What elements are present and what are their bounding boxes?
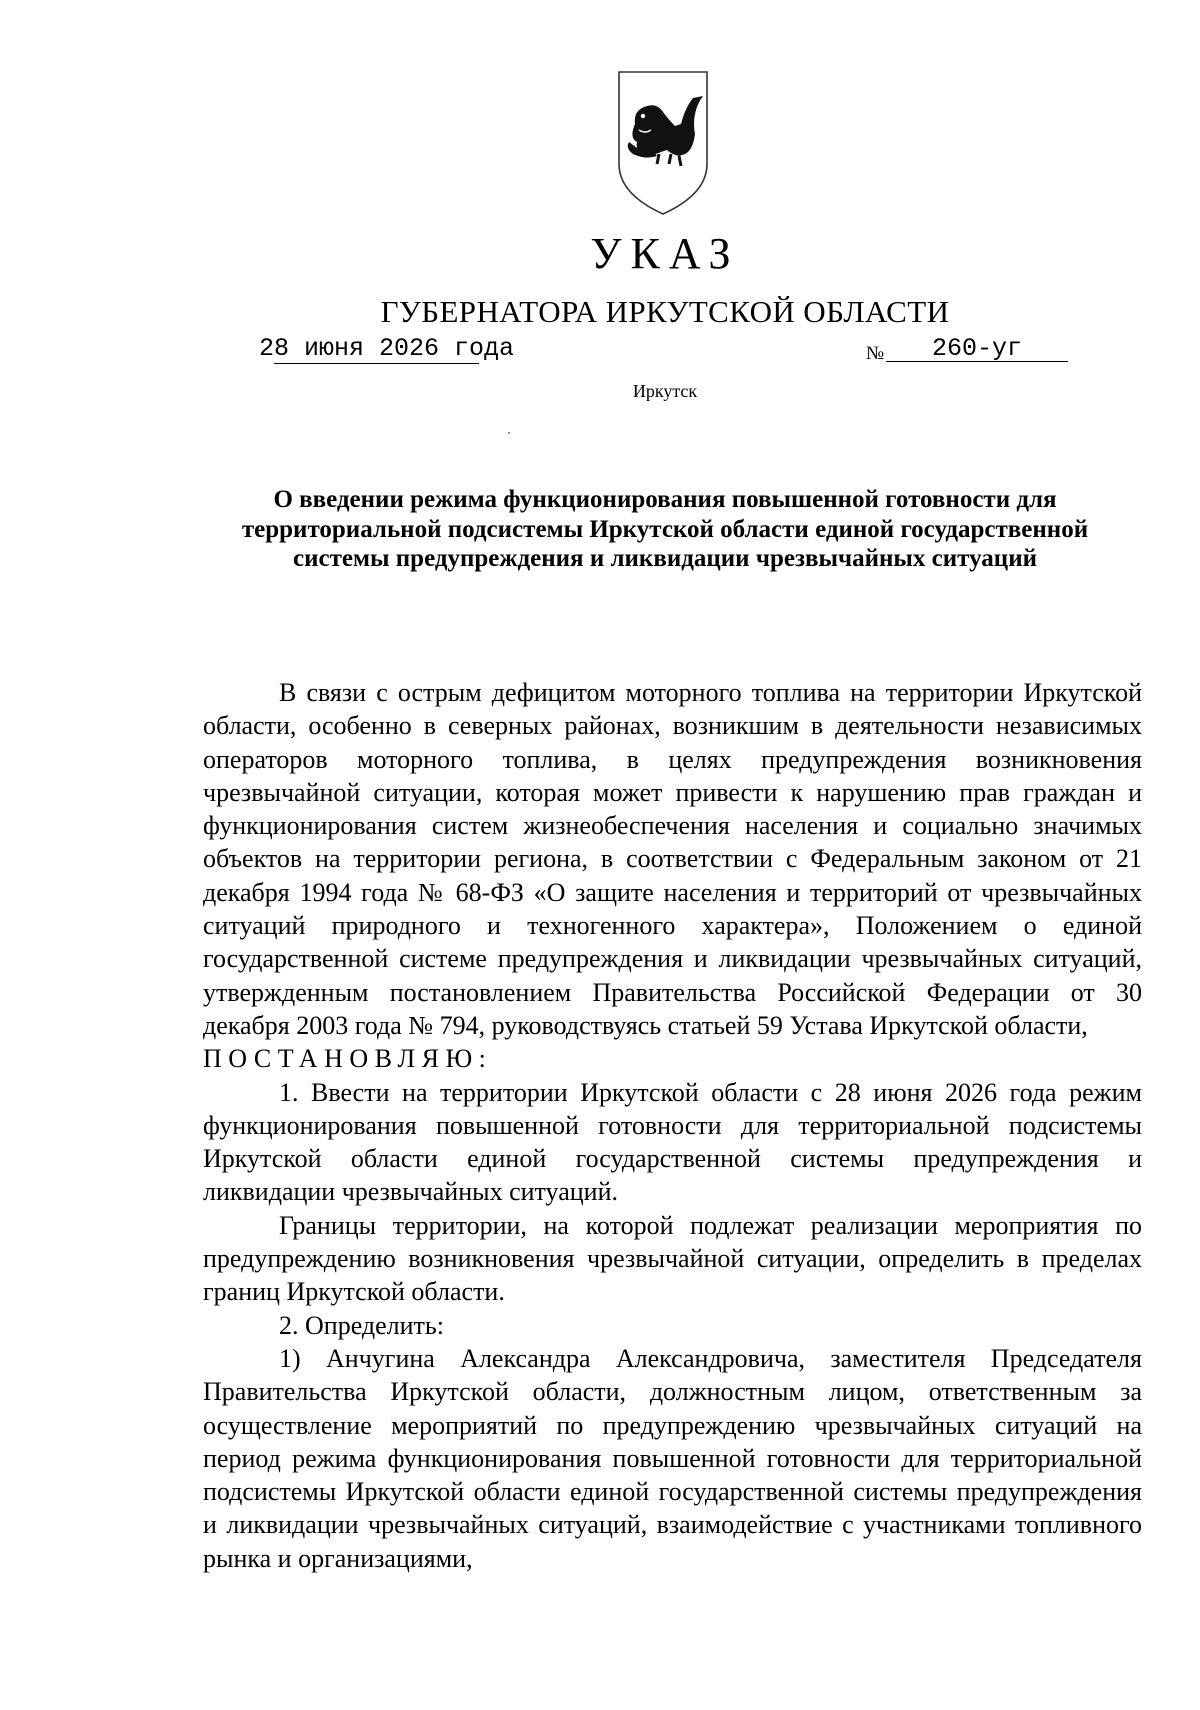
decree-word: ПОСТАНОВЛЯЮ: bbox=[203, 1044, 493, 1074]
item-1-borders-paragraph: Границы территории, на которой подлежат реализации мероприятия по предупреждению возникновения чрезвычайной ситуации, определить в пределах границ Иркутской области. bbox=[203, 1210, 1142, 1307]
document-body bbox=[203, 676, 1142, 1575]
item-2-paragraph: 2. Определить: bbox=[279, 1310, 444, 1340]
document-date: 28 июня 2026 года bbox=[259, 334, 515, 363]
issuing-authority: ГУБЕРНАТОРА ИРКУТСКОЙ ОБЛАСТИ bbox=[380, 294, 950, 329]
date-underline bbox=[274, 363, 479, 364]
place-of-issue: Иркутск bbox=[632, 381, 698, 401]
item-1-paragraph: 1. Ввести на территории Иркутской области с 28 июня 2026 года режим функционирования повышенной готовности для территориальной подсистемы Иркутской области единой государственной системы предупреждения и ликвидации чрезвычайных ситуаций. bbox=[203, 1077, 1142, 1207]
scan-speck bbox=[508, 432, 510, 434]
irkutsk-coat-of-arms-icon bbox=[613, 68, 713, 218]
number-underline bbox=[886, 361, 1068, 362]
preamble-paragraph: В связи с острым дефицитом моторного топлива на территории Иркутской области, особенно в северных районах, возникшим в деятельности независимых операторов моторного топлива, в целях предупреждения возникновения чрезвычайной ситуации, которая может привести к нарушению прав граждан и функционирования систем жизнеобеспечения населения и социально значимых объектов на территории региона, в соответствии с Федеральным законом от 21 декабря 1994 года № 68-ФЗ «О защите населения и территорий от чрезвычайных ситуаций природного и техногенного характера», Положением о единой государственной системе предупреждения и ликвидации чрезвычайных ситуаций, утвержденным постановлением Правительства Российской Федерации от 30 декабря 2003 года № 794, руководствуясь статьей 59 Устава Иркутской области, bbox=[203, 678, 1142, 1040]
number-sign: № bbox=[866, 343, 885, 364]
document-number: 260-уг bbox=[932, 334, 1023, 363]
item-2-1-paragraph: 1) Анчугина Александра Александровича, заместителя Председателя Правительства Иркутской области, должностным лицом, ответственным за осуществление мероприятий по предупреждению чрезвычайных ситуаций на период режима функционирования повышенной готовности для территориальной подсистемы Иркутской области единой государственной системы предупреждения и ликвидации чрезвычайных ситуаций, взаимодействие с участниками топливного рынка и организациями, bbox=[203, 1343, 1142, 1573]
document-title: О введении режима функционирования повышенной готовности для территориальной подсистемы Иркутской области единой государственной системы предупреждения и ликвидации чрезвычайных ситуаций bbox=[241, 486, 1089, 572]
document-type: УКАЗ bbox=[590, 229, 740, 278]
